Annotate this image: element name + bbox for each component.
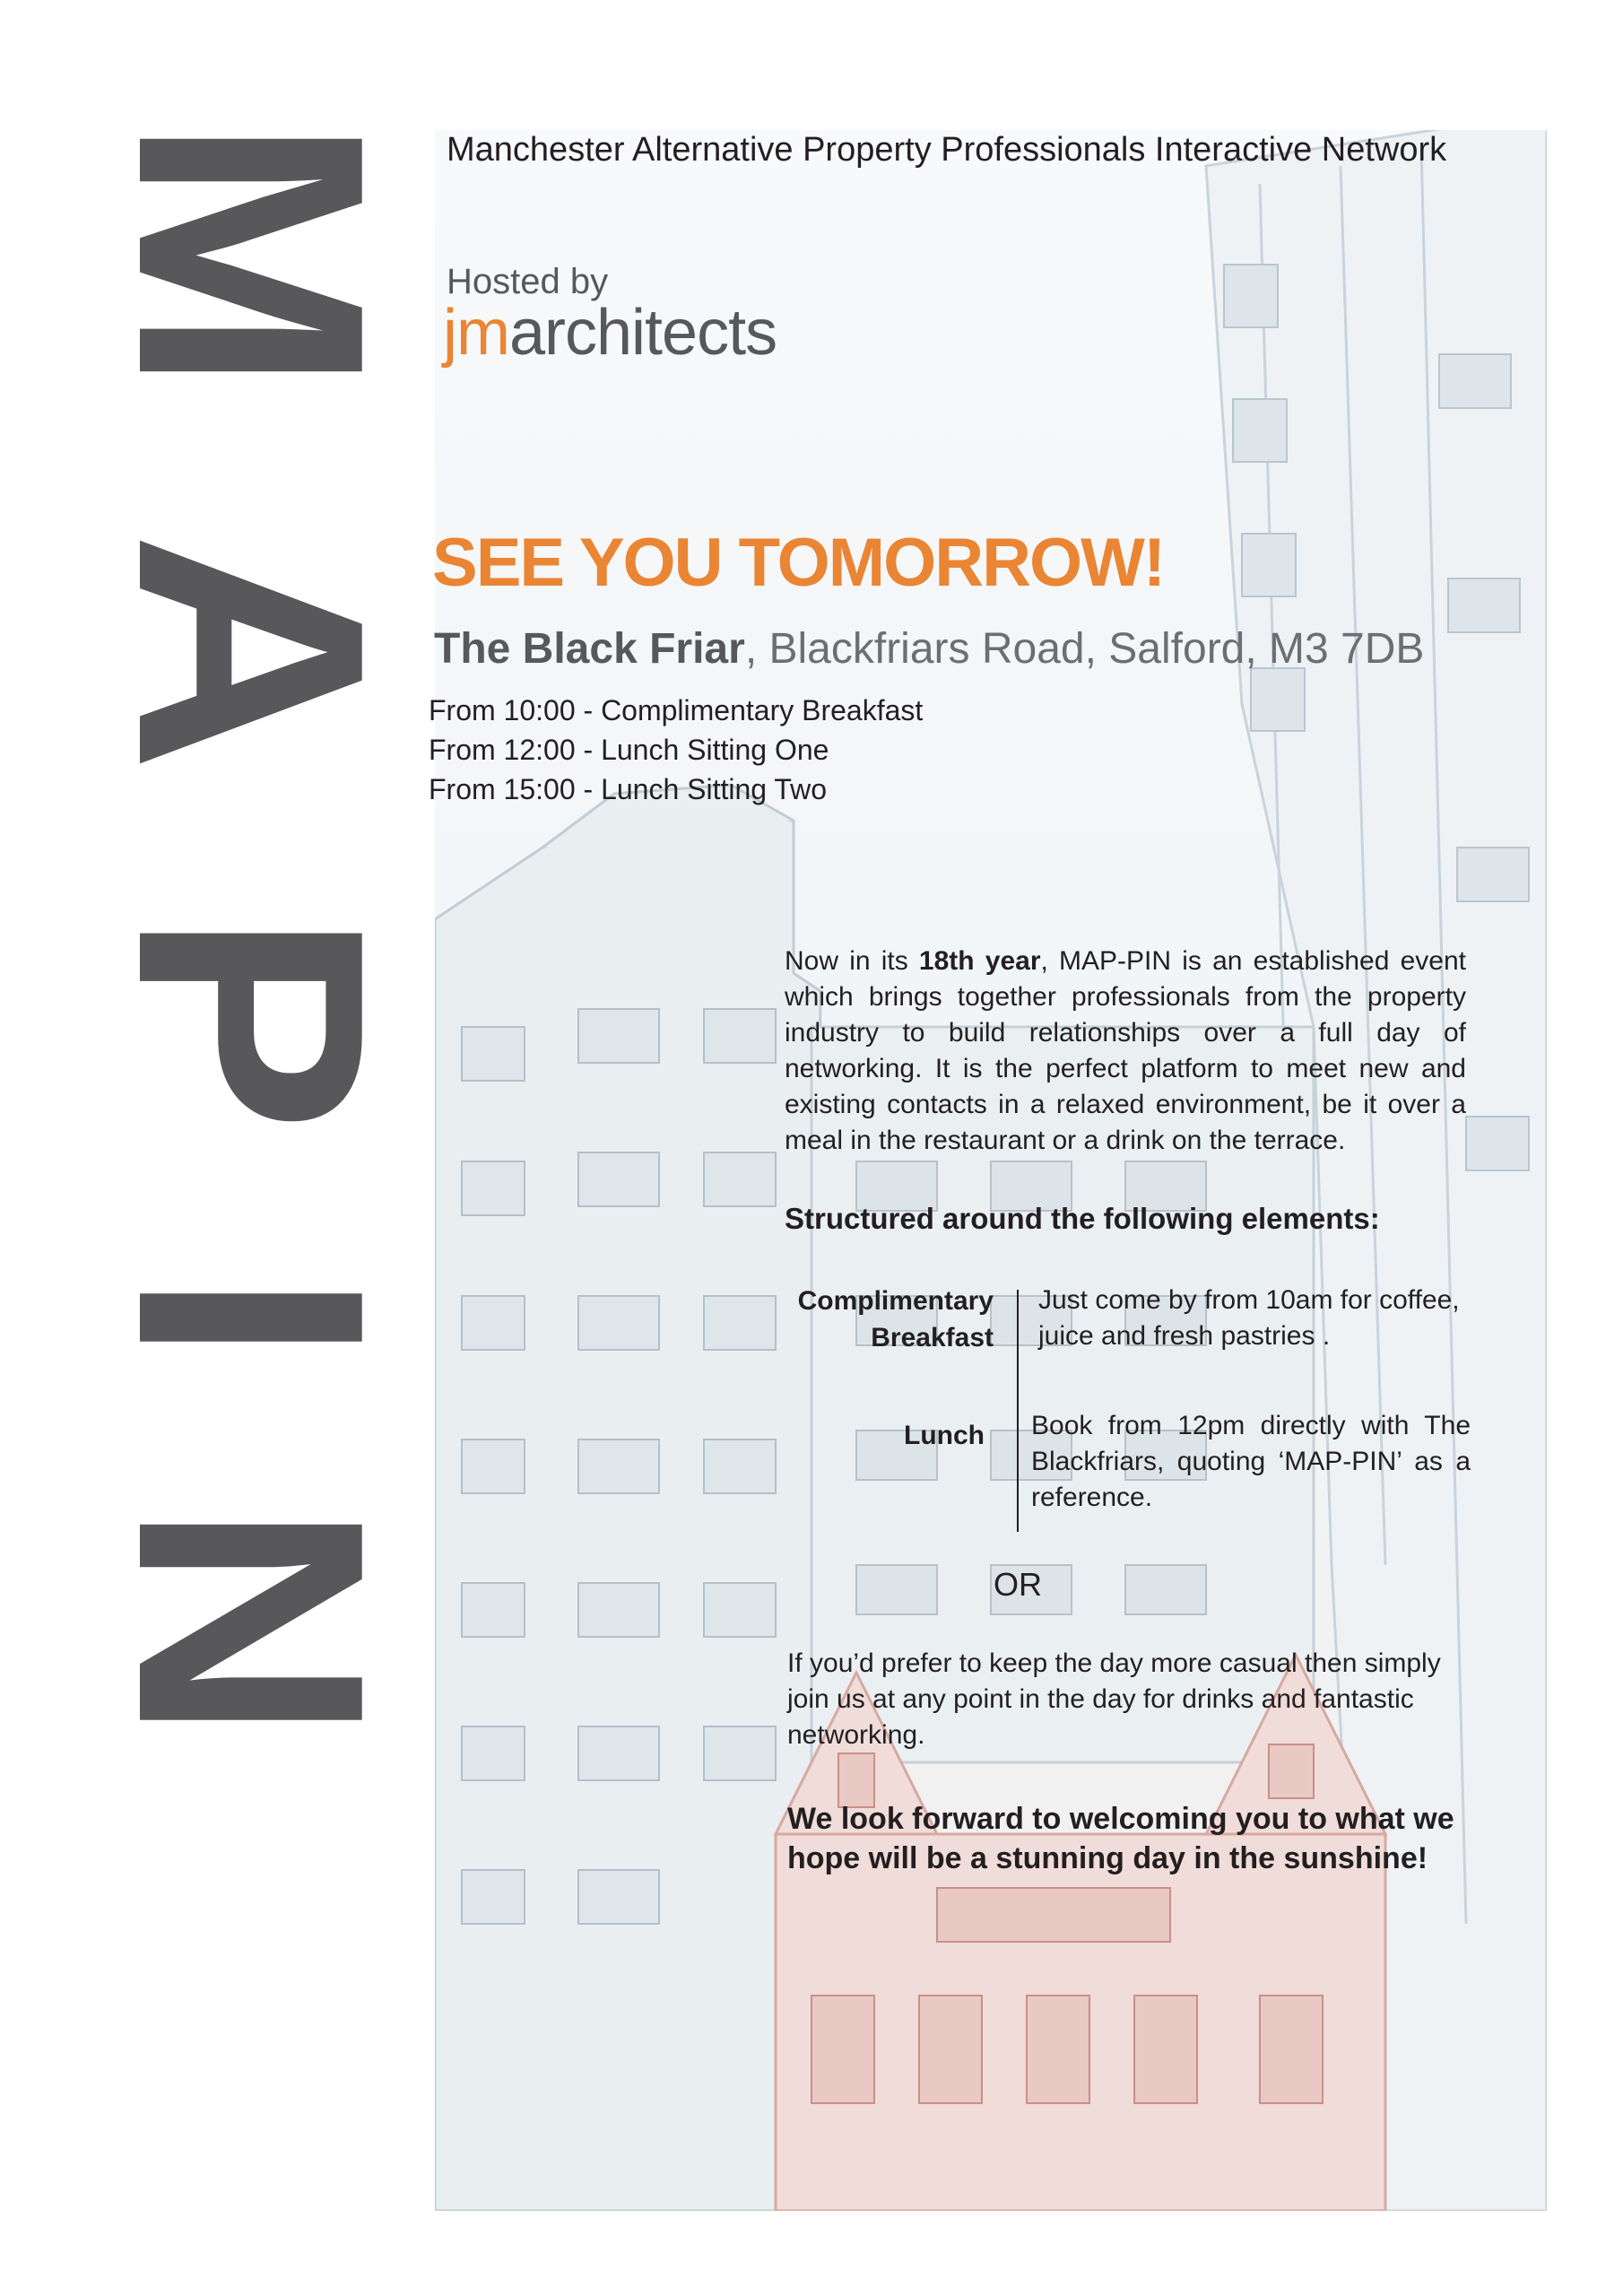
- casual-paragraph: If you’d prefer to keep the day more casual then simply join us at any point in the day for drinks and fantastic networking.: [787, 1648, 1441, 1750]
- schedule-item: From 10:00 - Complimentary Breakfast: [429, 694, 924, 726]
- network-name: Manchester Alternative Property Professionals Interactive Network: [447, 131, 1447, 169]
- host-logo-rest: architects: [508, 297, 777, 369]
- venue-address: , Blackfriars Road, Salford, M3 7DB: [744, 625, 1425, 673]
- host-logo-accent: jm: [443, 297, 509, 369]
- schedule-item: From 12:00 - Lunch Sitting One: [429, 734, 829, 766]
- elements-divider: [1017, 1290, 1019, 1532]
- hosted-by-label: Hosted by: [447, 262, 609, 301]
- headline: SEE YOU TOMORROW!: [432, 525, 1165, 601]
- intro-highlight: 18th year: [918, 946, 1041, 976]
- element-desc-breakfast: Just come by from 10am for coffee, juice and fresh pastries .: [1038, 1285, 1460, 1351]
- element-title-lunch: Lunch: [904, 1421, 985, 1450]
- vertical-title: [71, 117, 431, 2287]
- element-desc-lunch: Book from 12pm directly with The Blackfriars, quoting ‘MAP-PIN’ as a reference.: [1031, 1411, 1471, 1512]
- host-logo: [443, 296, 777, 370]
- background-illustration: [435, 130, 1547, 2211]
- venue: [434, 624, 1424, 674]
- schedule-item: From 15:00 - Lunch Sitting Two: [429, 773, 828, 805]
- intro-paragraph: Now in its 18th year, MAP-PIN is an established event which brings together professionals from the property industry to build relationships over a full day of networking. It is the perfect platform to meet new and existing contacts in a relaxed environment, be it over a meal in the restaurant or a drink on the terrace.: [785, 946, 1466, 1155]
- venue-name: The Black Friar: [434, 625, 745, 673]
- closing-message: We look forward to welcoming you to what we hope will be a stunning day in the sunshine!: [787, 1802, 1454, 1875]
- building-sketch: [435, 130, 1547, 2211]
- side-title-text: MAPIN: [71, 117, 431, 1882]
- schedule: [429, 691, 923, 809]
- structured-heading: Structured around the following elements:: [785, 1202, 1380, 1235]
- or-separator: OR: [994, 1566, 1042, 1603]
- element-title-breakfast: Complimentary Breakfast: [797, 1286, 994, 1352]
